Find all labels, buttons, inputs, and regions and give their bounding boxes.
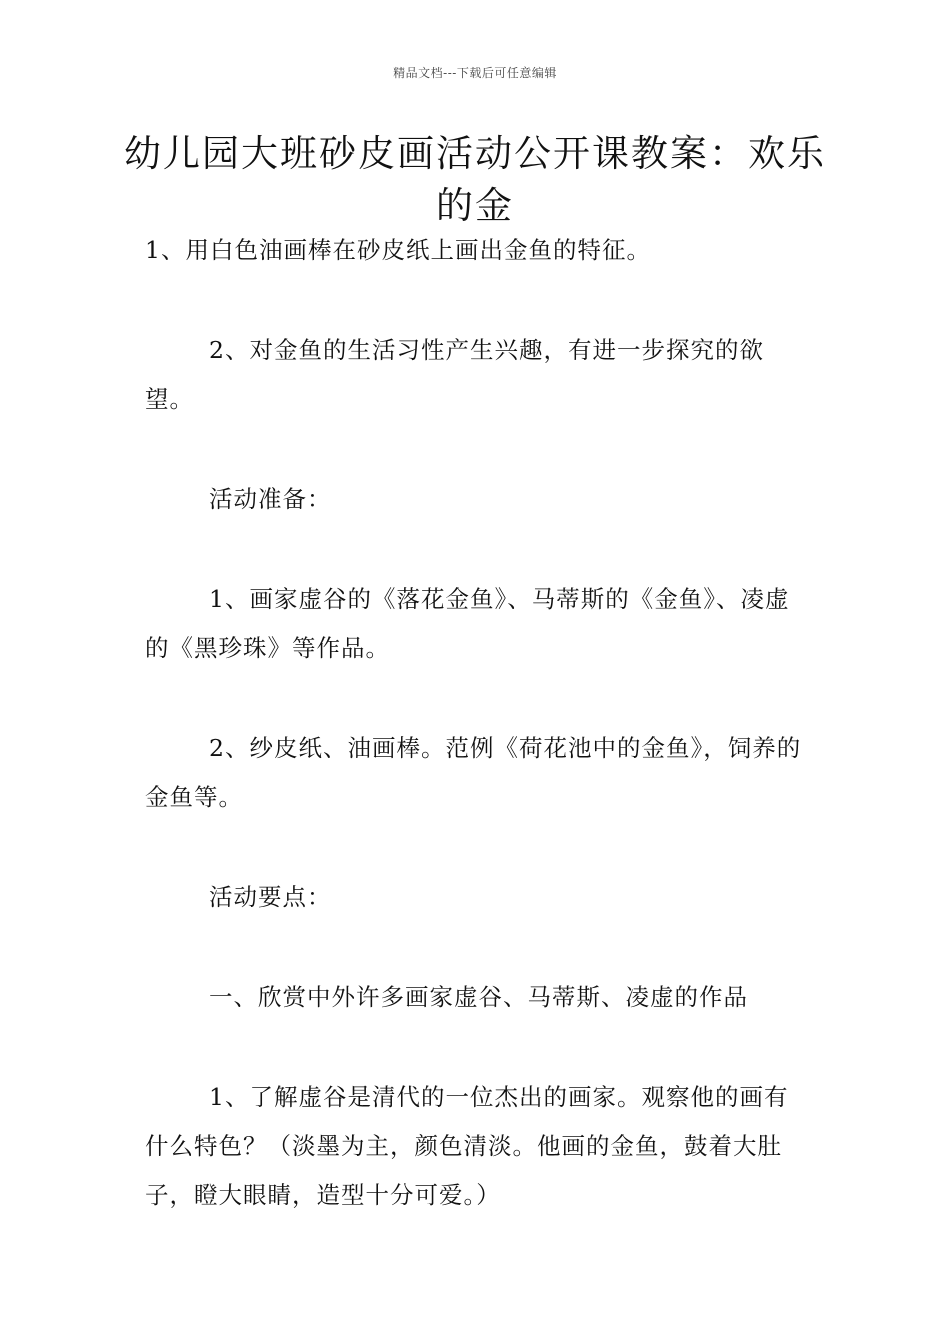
paragraph-part-one: 一、欣赏中外许多画家虚谷、马蒂斯、凌虚的作品: [209, 983, 748, 1011]
paragraph-goal-2: 2、对金鱼的生活习性产生兴趣，有进一步探究的欲望。: [145, 336, 764, 413]
paragraph-preparation-1: 1、画家虚谷的《落花金鱼》、马蒂斯的《金鱼》、凌虚的《黑珍珠》等作品。: [145, 585, 790, 662]
section-heading-key-points: 活动要点：: [209, 883, 332, 911]
paragraph-goal-1: 1、用白色油画棒在砂皮纸上画出金鱼的特征。: [145, 236, 651, 264]
document-body: [145, 226, 807, 1220]
document-title: 幼儿园大班砂皮画活动公开课教案：欢乐的金: [124, 132, 826, 227]
header-note: 精品文档---下载后可任意编辑: [393, 66, 557, 80]
paragraph-preparation-2: 2、纱皮纸、油画棒。范例《荷花池中的金鱼》，饲养的金鱼等。: [145, 734, 802, 811]
section-heading-preparation: 活动准备：: [209, 485, 332, 513]
paragraph-part-one-item-1: 1、了解虚谷是清代的一位杰出的画家。观察他的画有什么特色？（淡墨为主，颜色清淡。他画的金鱼，鼓着大肚子，瞪大眼睛，造型十分可爱。）: [145, 1083, 789, 1209]
